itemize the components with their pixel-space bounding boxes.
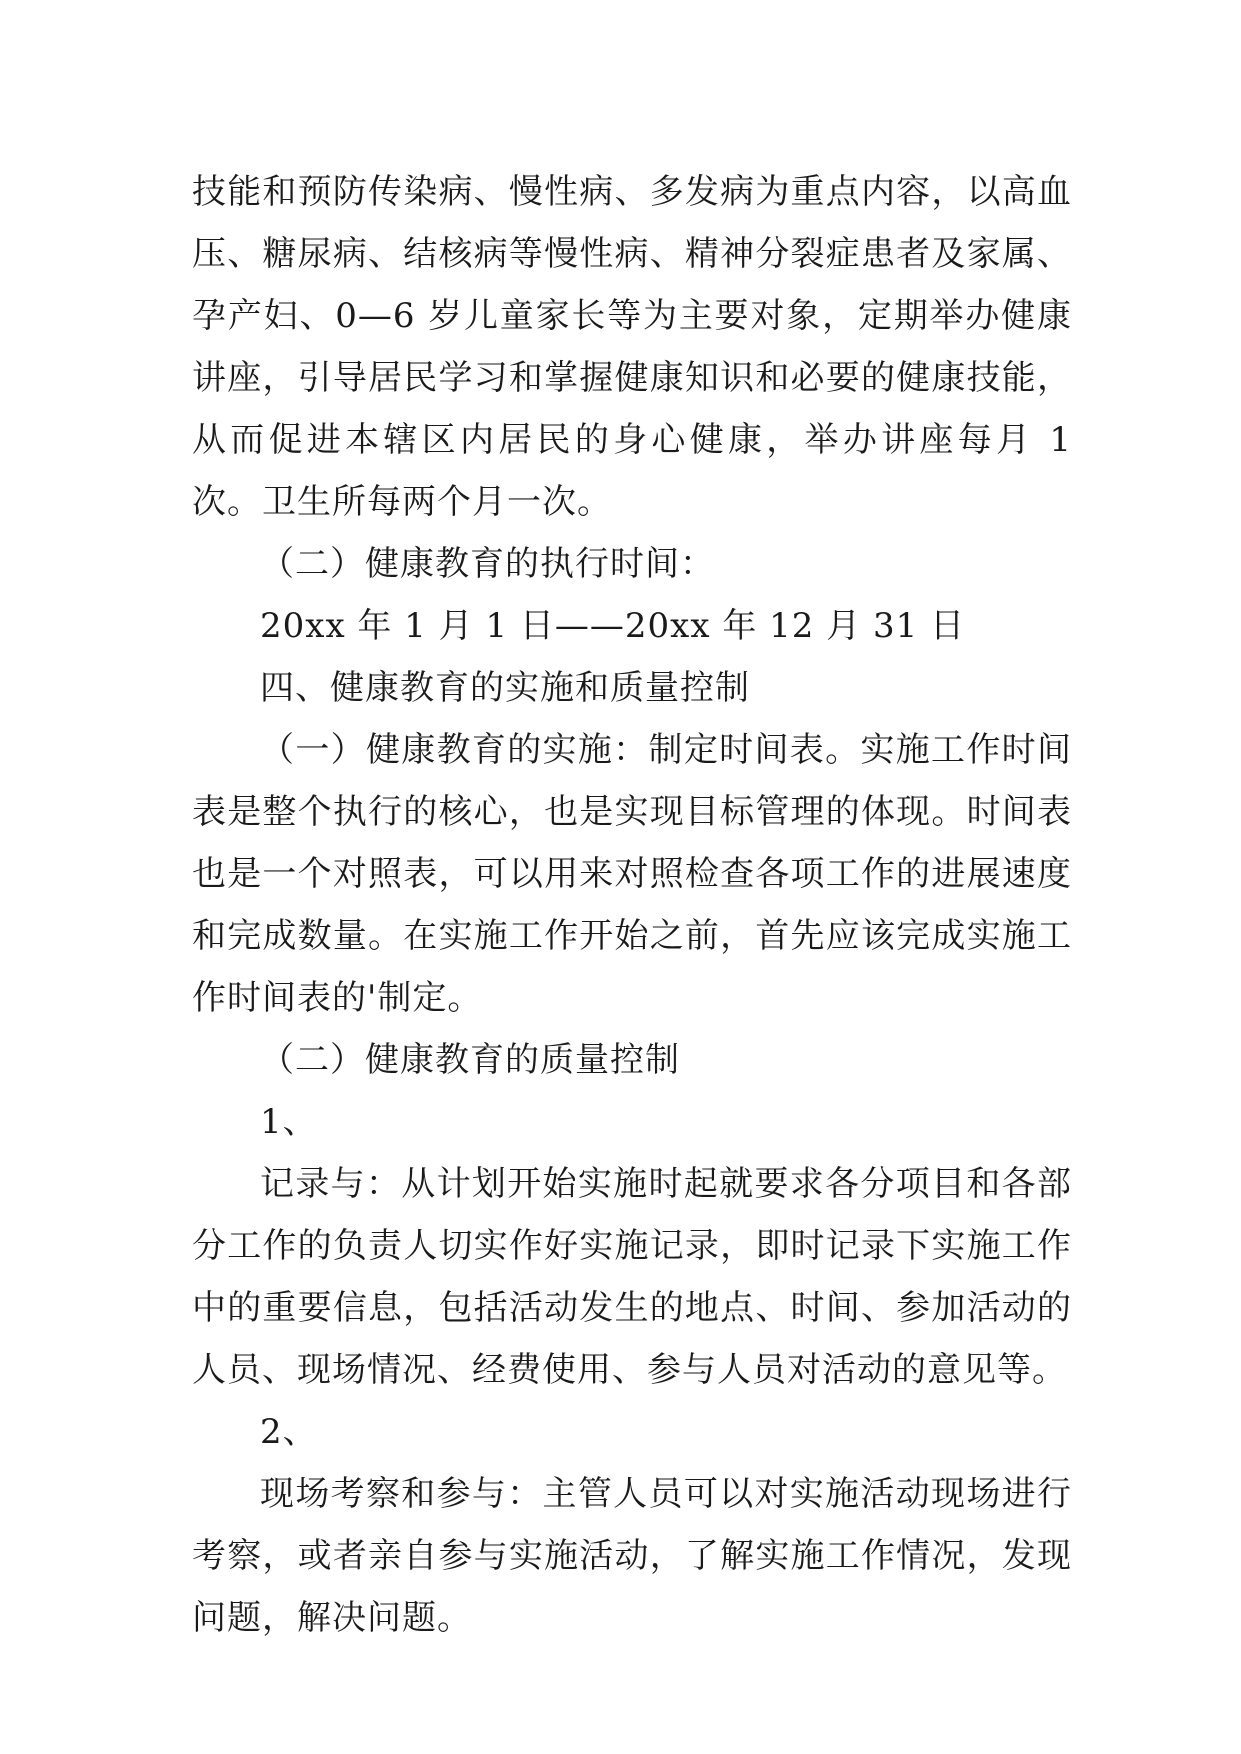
list-number-2: 2、 xyxy=(260,1412,318,1452)
paragraph-record: 记录与：从计划开始实施时起就要求各分项目和各部分工作的负责人切实作好实施记录，即时记录下实施工作中的重要信息，包括活动发生的地点、时间、参加活动的人员、现场情况、经费使用、参与人员对活动的意见等。 xyxy=(192,1164,1072,1390)
list-number-1: 1、 xyxy=(260,1102,318,1142)
heading-section-four: 四、健康教育的实施和质量控制 xyxy=(260,668,750,708)
heading-execution-time: （二）健康教育的执行时间： xyxy=(260,544,715,584)
paragraph-implementation: （一）健康教育的实施：制定时间表。实施工作时间表是整个执行的核心，也是实现目标管理的体现。时间表也是一个对照表，可以用来对照检查各项工作的进展速度和完成数量。在实施工作开始之前，首先应该完成实施工作时间表的'制定。 xyxy=(192,730,1072,1018)
heading-quality-control: （二）健康教育的质量控制 xyxy=(260,1040,680,1080)
paragraph-field-inspection: 现场考察和参与：主管人员可以对实施活动现场进行考察，或者亲自参与实施活动，了解实施工作情况，发现问题，解决问题。 xyxy=(192,1474,1072,1638)
paragraph-health-education-content: 技能和预防传染病、慢性病、多发病为重点内容，以高血压、糖尿病、结核病等慢性病、精神分裂症患者及家属、孕产妇、0—6 岁儿童家长等为主要对象，定期举办健康讲座，引导居民学习和掌握健康知识和必要的健康技能，从而促进本辖区内居民的身心健康，举办讲座每月 1 次。卫生所每两个月一次。 xyxy=(192,172,1072,522)
paragraph-date-range: 20xx 年 1 月 1 日——20xx 年 12 月 31 日 xyxy=(260,606,966,646)
document-body xyxy=(192,161,1072,1649)
